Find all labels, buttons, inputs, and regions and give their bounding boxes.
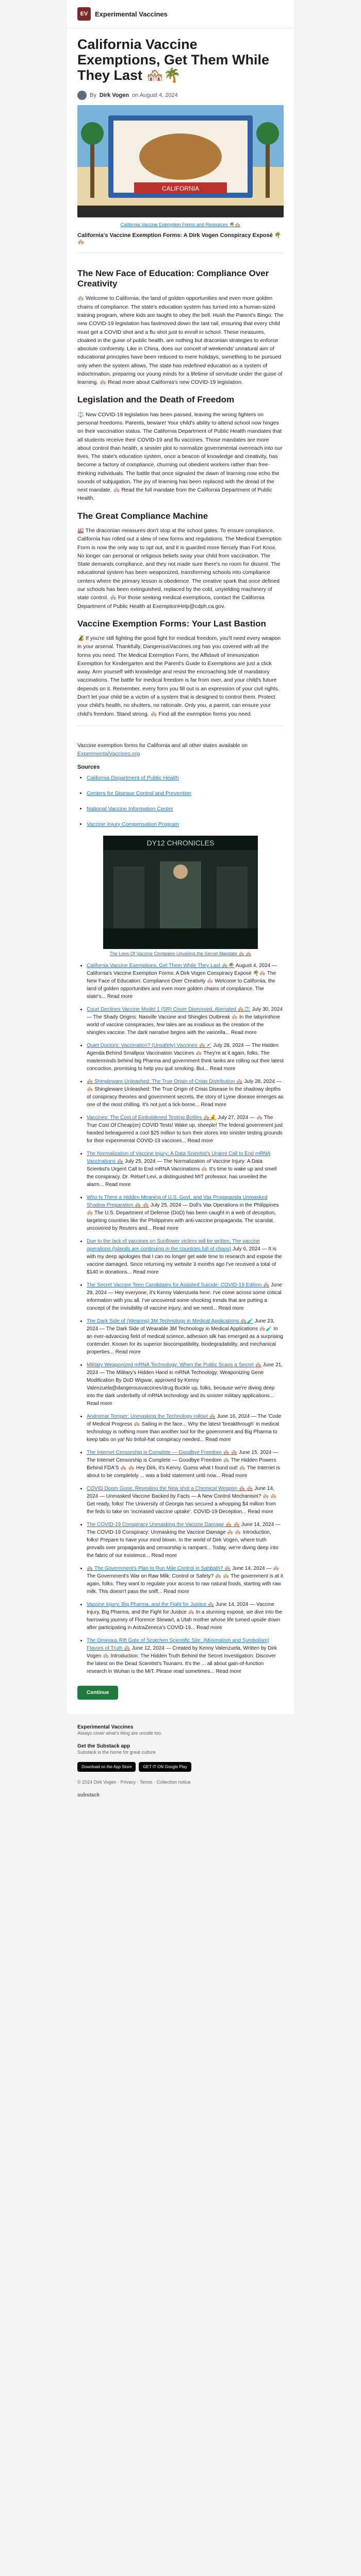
post-link[interactable]: The Secret Vaccine Teen Candidates for Assisted Suicide: COVID-19 Edition 🏘️ bbox=[87, 1282, 270, 1289]
list-item bbox=[87, 1449, 284, 1480]
post-link[interactable]: The Internet Censorship is Complete — Goodbye Freedom 🏘️ 🏘️ bbox=[87, 1450, 238, 1456]
list-item bbox=[87, 1361, 284, 1408]
byline-prefix: By bbox=[90, 92, 96, 98]
image-caption bbox=[77, 951, 284, 957]
image-banner-text: DY12 CHRONICLES bbox=[146, 839, 215, 848]
post-excerpt: July 27, 2024 — 🏘️ The True Cost Of Cheap(er) COVID Tests! Wake up, sheeple! The federal government just handed beleaguered a cool $25 million to turn their stores into sinister testing grounds for their experimental COVID-19 vaccines... Read more bbox=[87, 1115, 283, 1144]
footer-legal: © 2024 Dirk Vogen · Privacy · Terms · Collection notice bbox=[77, 1780, 191, 1785]
section-heading: Legislation and the Death of Freedom bbox=[77, 395, 235, 405]
image-caption-link[interactable]: The Lens Of Vaccine Contagion Unveiling the Secret Mandate 🏘️ 🏘️ bbox=[109, 951, 252, 957]
section-paragraph: 🏭 The draconian measures don't stop at the school gates. To ensure compliance, California has rolled out a slew of new forms and regulations. The Medical Exemption Form is now the only way to opt out, and it is guarded more fiercely than Fort Knox. No longer can personal or religious beliefs sway your child from vaccination. The State demands compliance, and they not made sure there's no room for dissent. The educational system has been weaponized, transforming schools into compliance centers where the primary lesson is obedience. The creative spark that once defined our schools has been extinguished, replaced by the cold, unyielding machinery of state control. 🏘️ For those seeking medical exemptions, contact the California Department of Public Health at ExemptionHelp@cdph.ca.gov. bbox=[77, 528, 282, 609]
post-link[interactable]: Military Weaponized mRNA Technology: When the Public Scans a Secret 🏘️ bbox=[87, 1362, 261, 1368]
post-link[interactable]: Andromat Temper: Unmasking the Technology rollout 🏘️ bbox=[87, 1414, 216, 1420]
author-avatar[interactable] bbox=[77, 91, 87, 100]
post-excerpt: June 16, 2024 — The 'Code of Medical Progress 🏘️ Sailing in the face... Why the latest 'breakthrough' in medical technology is nothing more than another tool for the government and Big Pharma to keep tabs on ya! No tinfoil-hat conspiracy needed... Read more bbox=[87, 1414, 282, 1443]
list-item bbox=[87, 1413, 284, 1444]
post-excerpt: June 14, 2024 — Vaccine Injury, Big Pharma, and the Fight for Justice 🏘️ In a stunning exposé, we dive into the harrowing journey of Florence Stewart, a Utah mother whose life turned upside down after participating in AstraZeneca's COVID-19... Read more bbox=[87, 1602, 283, 1631]
post-excerpt: July 6, 2024 — It is with my deep apologies that I can no longer get wide time to research and expose the vaccine damaged. Since returning my website 3 months ago I've received a total of $140 in donations... Read more bbox=[87, 1246, 282, 1276]
post-link[interactable]: Court Declines Vaccine Model 1 (SR) Cover Dismissed, Alienated 🏘️⚖️ bbox=[87, 1007, 251, 1013]
post-excerpt: August 4, 2024 — California's Vaccine Exemption Forms: A Dirk Vogen Conspiracy Exposé 🌴🏘️ The New Face of Education: Compliance Over Creativity 🏘️ Welcome to California, the land of golden opportunities and even more golden chains of compliance. The state's... Read more bbox=[87, 963, 277, 1000]
list-item bbox=[87, 1238, 284, 1276]
substack-logo[interactable]: substack bbox=[77, 1792, 100, 1798]
post-excerpt: June 12, 2024 — Created by Kenny Valenzuela, Written by Dirk Vogen 🏘️ Introduction: The Hidden Truth Behind the Secret Investigation: Discover the latest on the Dead Scientist's Tsunami. It's the ... all about gain-of-function research in Wuhan is the MIT. Please read sometimes... Read more bbox=[87, 1646, 277, 1675]
post-excerpt: June 29, 2024 — Hey everyone, it's Kenny Valenzuela here. I've come across some critical information with you all. I've uncovered some shocking trends that are putting a concept of the invisibility of vaccine injury, and we need... Read more bbox=[87, 1282, 282, 1312]
post-excerpt: June 23, 2024 — The Dark Side of Wearable 3M Technology in Medical Applications 🏘️🧪 In an ever-advancing field of medical science, adhesion silk has emerged as a surprising contender. Known for its superior biocompatibility, biodegradability, and mechanical properties... Read more bbox=[87, 1318, 283, 1355]
section-paragraph: ⚖️ New COVID-19 legislation has been passed, leaving the wrong fighters on personal freedoms. Parents, beware! Your child's ability to attend school now hinges on their vaccination status. The California Department of Public Health mandates that all students receive their COVID-19 and flu vaccines. Those mandates are more about control than health, a sinister plot to normalize governmental overreach into our lives. The state's education system, once a beacon of knowledge and creativity, has become a factory of compliance, churning out obedient workers rather than free-thinking individuals. The battle that once signaled the dawn of learning now echo the sounds of subjugation. The joy of learning has been replaced with the dread of the next mandate. 🏘️ Read the full mandate from the California Department of Public Health. bbox=[77, 411, 283, 502]
sources-title: Sources bbox=[77, 764, 100, 771]
post-excerpt: July 28, 2024 — 🏘️ Shingleware Unleashed: The True Origin of Crisis Disease In the shadowy depths of conspiracy theories and government secrets, the story of Lyme disease emerges as one of the most chilling. It's not just a tick-borne... Read more bbox=[87, 1079, 284, 1108]
email-footer bbox=[67, 1714, 294, 1814]
list-item bbox=[87, 962, 284, 1001]
article-subtitle: California's Vaccine Exemption Forms: A Dirk Vogen Conspiracy Exposé 🌴🏘️ bbox=[77, 232, 282, 245]
source-link[interactable]: National Vaccine Information Center bbox=[87, 805, 173, 812]
source-item bbox=[87, 790, 284, 798]
section-heading: The New Face of Education: Compliance Over Creativity bbox=[77, 268, 269, 289]
byline bbox=[77, 91, 284, 100]
continue-button[interactable]: Continue bbox=[77, 1686, 118, 1700]
forms-note-link[interactable]: ExperimentalVaccines.org bbox=[77, 751, 140, 757]
related-posts-list bbox=[77, 962, 284, 1675]
post-excerpt: June 15, 2024 — The Internet Censorship is Complete — Goodbye Freedom 🏘️ The Hidden Powers Behind FDA'S 🏘️ 🏘️ Hey Dirk, it's Kenny. Guess what I found out! 🏘️ The Internet is about to be completely ... was a bold statement until now... Read more bbox=[87, 1450, 280, 1479]
post-link[interactable]: The Dark Side of (Wearing) 3M Technology in Medical Applications 🏘️🧪 bbox=[87, 1318, 254, 1325]
section-1 bbox=[77, 268, 284, 387]
post-link[interactable]: The Ominous Rift Gate of Scotchen Scientific Site: (Minimalism and Symbolism) Flavors of Truth 🏘️ bbox=[87, 1638, 270, 1652]
source-link[interactable]: Centers for Disease Control and Prevention bbox=[87, 790, 192, 797]
site-name[interactable]: Experimental Vaccines bbox=[95, 10, 168, 18]
list-item bbox=[87, 1281, 284, 1312]
footer-app-subtitle: Substack is the home for great culture bbox=[77, 1749, 156, 1755]
section-heading: The Great Compliance Machine bbox=[77, 511, 208, 521]
post-excerpt: July 25, 2024 — Doll's Vax Operations in the Philippines 🏘️ The U.S. Department of Defense (DoD) has been caught in a web of deception, targeting countries like the Philippines with anti-vaccine propaganda. The scandal, uncovered by Reuters and... Read more bbox=[87, 1202, 279, 1232]
source-item bbox=[87, 774, 284, 783]
site-logo[interactable]: EV bbox=[77, 7, 91, 21]
list-item bbox=[87, 1521, 284, 1560]
post-link[interactable]: Who Is There a Hidden Meaning of U.S. Govt. and Vax Propaganda Unmasked Shadow Preparation 🏘️ 🏘️ bbox=[87, 1195, 268, 1209]
post-excerpt: June 21, 2024 — The Military's Hidden Hand in mRNA Technology: Weaponizing Gene Modification By DoD Wigwar, approved by Kenny Valenzuela@dangerousvaccines/drug Buckle up, folks, because we're diving deep into the dark underbelly of mRNA technology and its sinister military applications... Read more bbox=[87, 1362, 283, 1407]
list-item bbox=[87, 1150, 284, 1189]
top-bar bbox=[67, 0, 294, 28]
list-item bbox=[87, 1114, 284, 1145]
divider bbox=[77, 725, 284, 726]
divider bbox=[77, 252, 284, 253]
post-excerpt: July 30, 2024 — The Shady Origins: Nasville Vaccine and Shingles Outbreak 🏘️ In the labyrinthine world of vaccine conspiracies, few tales are as insidious as the creation of the shingles vaccine. The dark narrative begins with the varicella... Read more bbox=[87, 1007, 283, 1036]
author-name[interactable]: Dirk Vogen bbox=[99, 92, 129, 98]
footer-tagline: Always cover what’s tiling are unsafe too. bbox=[77, 1731, 162, 1736]
source-link[interactable]: Vaccine Injury Compensation Program bbox=[87, 821, 179, 827]
list-item bbox=[87, 1565, 284, 1596]
post-link[interactable]: COVID Doom Gone: Revealing the New shot a Chemical Weapon 🏘️ 🏘️ bbox=[87, 1486, 253, 1492]
article-card bbox=[67, 0, 294, 1714]
post-link[interactable]: The Normalization of Vaccine Injury: A Data Scientist's Urgent Call to End mRNA Vaccinations 🏘️ bbox=[87, 1151, 271, 1165]
list-item bbox=[87, 1042, 284, 1073]
article-title: California Vaccine Exemptions, Get Them While They Last 🏘️🌴 bbox=[77, 37, 270, 83]
footer-app-title: Get the Substack app bbox=[77, 1743, 130, 1749]
post-link[interactable]: Vaccine Injury: Big Pharma, and the Fight for Justice 🏘️ bbox=[87, 1602, 215, 1608]
forms-note bbox=[77, 741, 284, 758]
post-excerpt: June 14, 2024 — 🏘️ The Government's War on Raw Milk: Control or Safety? 🏘️ 🏘️ The government is at it again, folks. They want to regulate your access to raw natural foods, starting with raw milk. This doesn't pass the sniff... Read more bbox=[87, 1566, 283, 1595]
app-badges bbox=[77, 1762, 284, 1772]
forms-note-text: Vaccine exemption forms for California and all other states available on bbox=[77, 742, 248, 749]
section-paragraph: 🔏 If you're still fighting the good fight for medical freedom, you'll need every weapon in your arsenal. Thankfully, DangerousVaccines.org has you covered with all the forms you need. The Medical Exemption Form, the Affidavit of Immunization Exemption for Kindergarten and the Parent's Guide to Exemptions are just a click away. Arm yourself with knowledge and resist the encroaching tide of mandatory vaccinations. The battle for medical freedom is far from over, and your child's future depends on it. Remember, every form you fill out is an expression of your civil rights. Don't let your child be a victim of a system that is designed to control them. Protect your child's health, no shutters, no rationale. Only you, a parent, can ensure your child's freedom. Stand strong. 🏘️ Find all the exemption forms you need. bbox=[77, 635, 281, 717]
post-link[interactable]: 🏘️ Shingleware Unleashed: The True Origin of Crisis Distribution 🏘️ bbox=[87, 1079, 243, 1085]
section-paragraph: 🏘️ Welcome to California, the land of golden opportunities and even more golden chains of compliance. The state's education system has turned into a human-sized training program, where kids are taught to obey the bell. Hush the Parent's Bingo. The new COVID-19 legislation has fastmoved down the last rail, ensuring that every child must get a COVID shot and a flu shot just to enroll in school. These measures, cloaked in the guise of public health, are nothing but draconian strategies to enforce absolute conformity. Like in China, does our conceit of weekends' unnatural aim of educational principles have been reduced to mere holidays, something to be pursued only when the system allows. The state has redefined education as a system of indoctrination, preparing our young minds for a lifetime of servitude under the guise of learning. 🏘️ Read more about California's new COVID-19 legislation. bbox=[77, 295, 284, 386]
list-item bbox=[87, 1485, 284, 1516]
post-link[interactable]: California Vaccine Exemptions, Get Them While They Last 🏘️🌴 bbox=[87, 963, 235, 969]
post-excerpt: June 14, 2024 — The COVID-19 Conspiracy: Unmasking the Vaccine Damage 🏘️ 🏘️ Introduction, folks! Prepare to have your mind blown. In the world of Dirk Vogen, where truth prevails over propaganda and censorship is rampant... Today, we're diving deep into the fabric of our existence... Read more bbox=[87, 1522, 281, 1559]
sources-list bbox=[77, 774, 284, 828]
list-item bbox=[87, 1006, 284, 1037]
post-excerpt: July 28, 2024 — The Hidden Agenda Behind Smallpox Vaccination Vaccines 🏘️ They're at it again, folks. The masterminds behind big Pharma and government think tanks are rolling out their latest concoction, promising to help you quit smoking. But... Read more bbox=[87, 1043, 284, 1072]
secondary-image bbox=[103, 836, 258, 949]
post-link[interactable]: 🏘️ The Government's Plan to Run Mile Control in Sabbath? 🏘️ bbox=[87, 1566, 231, 1572]
list-item bbox=[87, 1317, 284, 1356]
section-3 bbox=[77, 511, 284, 611]
section-4 bbox=[77, 619, 284, 718]
article-date: on August 4, 2024 bbox=[132, 92, 178, 98]
section-heading: Vaccine Exemption Forms: Your Last Bastion bbox=[77, 618, 266, 629]
google-play-badge[interactable]: GET IT ON Google Play bbox=[139, 1762, 191, 1772]
post-link[interactable]: The COVID-19 Conspiracy Unmasking the Vaccine Damage 🏘️ 🏘️ bbox=[87, 1522, 240, 1528]
app-store-badge[interactable]: Download on the App Store bbox=[77, 1762, 136, 1772]
svg-text:CALIFORNIA: CALIFORNIA bbox=[161, 184, 200, 192]
list-item bbox=[87, 1194, 284, 1232]
section-2 bbox=[77, 395, 284, 502]
hero-image bbox=[77, 105, 284, 217]
post-link[interactable]: Vaccines: The Cost of Emboldened Testing Bottles 🏘️💰 bbox=[87, 1115, 217, 1121]
hero-caption[interactable]: California Vaccine Exemption Forms and Resources 🌴🏘️ bbox=[120, 222, 241, 227]
source-item bbox=[87, 805, 284, 814]
footer-publication-name[interactable]: Experimental Vaccines bbox=[77, 1724, 134, 1731]
post-excerpt: July 25, 2024 — The Normalization of Vaccine Injury: A Data Scientist's Urgent Call to End mRNA Vaccinations 🏘️ It's time to wake up and smell the conspiracy. Dr. Retsef Levi, a distinguished MIT professor, has unveiled the alarm... Read more bbox=[87, 1159, 277, 1188]
list-item bbox=[87, 1601, 284, 1632]
post-excerpt: June 14, 2024 — Unmasked Vaccine Backed by Facts — A New Control Mechanism? 🏘️ 🏘️ Get ready, folks! The University of Georgia has secured a whopping $4 million from the feds to take on 'increased vaccine uptake'. COVID-19 Deception... Read more bbox=[87, 1486, 277, 1515]
article-content bbox=[67, 28, 294, 1702]
source-link[interactable]: California Department of Public Health bbox=[87, 775, 179, 782]
post-link[interactable]: Due to the lack of vaccines on Sunflower victims will be written, The vaccine operations (Islands are continuing in the countries full of chaos) bbox=[87, 1239, 260, 1252]
source-item bbox=[87, 821, 284, 829]
list-item bbox=[87, 1078, 284, 1109]
post-link[interactable]: Quiet Doctors: Vaccination? (Unsafety) Vaccines 🏘️💉 bbox=[87, 1043, 212, 1049]
list-item bbox=[87, 1637, 284, 1675]
